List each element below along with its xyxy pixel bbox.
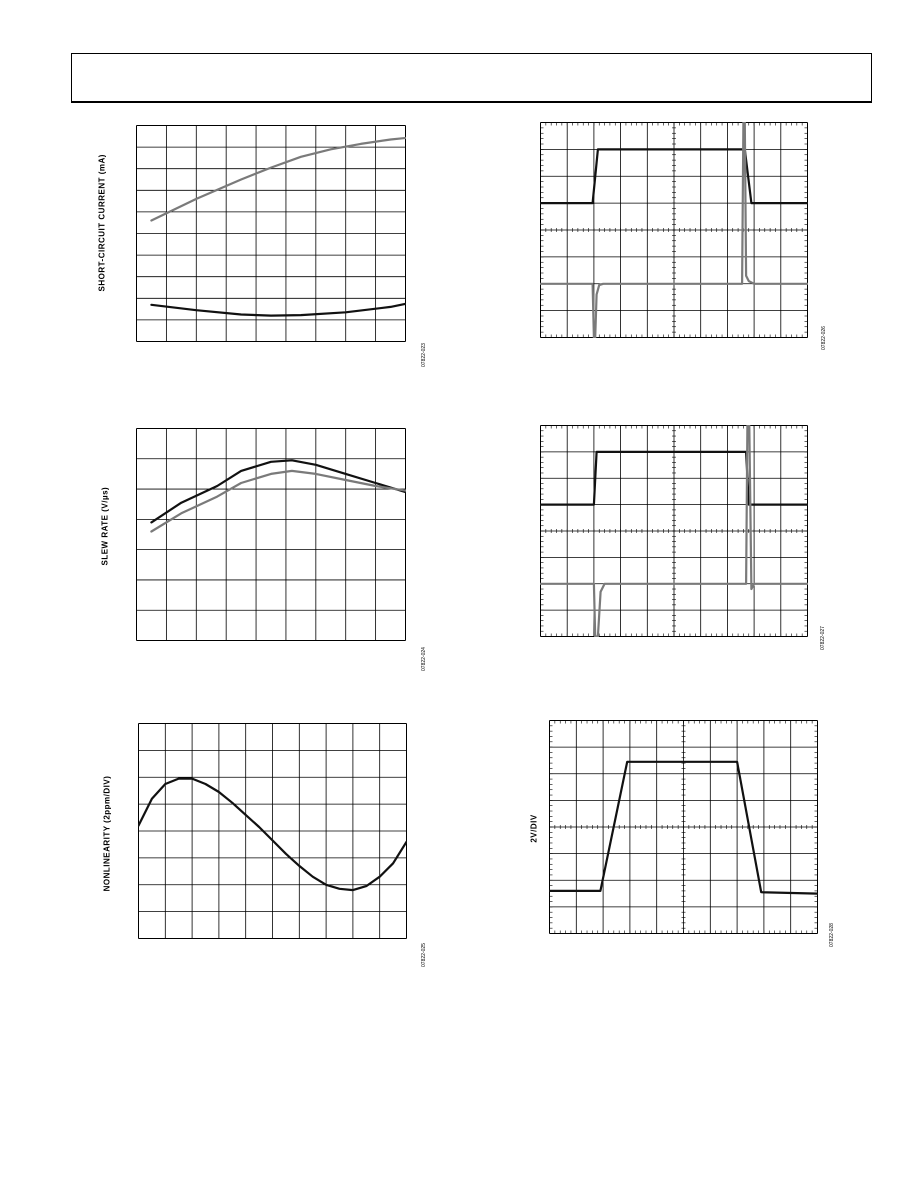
short-circuit-current-y-label: SHORT-CIRCUIT CURRENT (mA) <box>97 154 107 292</box>
large-signal-response-chart <box>549 720 818 934</box>
page-header-box <box>71 53 872 103</box>
figure-id-026: 07822-026 <box>821 326 827 350</box>
pulse-response-chart-1 <box>540 122 808 338</box>
pulse-response-chart-2 <box>540 425 808 637</box>
series-line-2 <box>151 303 406 316</box>
series-line-1 <box>151 137 406 220</box>
series-line-1 <box>151 460 405 522</box>
slew-rate-chart <box>136 428 406 641</box>
short-circuit-current-chart <box>136 125 406 342</box>
figure-id-028: 07822-028 <box>829 923 835 947</box>
nonlinearity-chart <box>138 723 407 939</box>
nonlinearity-y-label: NONLINEARITY (2ppm/DIV) <box>102 775 112 892</box>
figure-id-024: 07822-024 <box>421 647 427 671</box>
figure-id-027: 07822-027 <box>820 626 826 650</box>
large-signal-y-label: 2V/DIV <box>529 814 539 843</box>
figure-id-023: 07822-023 <box>421 343 427 367</box>
figure-id-025: 07822-025 <box>421 943 427 967</box>
slew-rate-y-label: SLEW RATE (V/µs) <box>100 486 110 566</box>
